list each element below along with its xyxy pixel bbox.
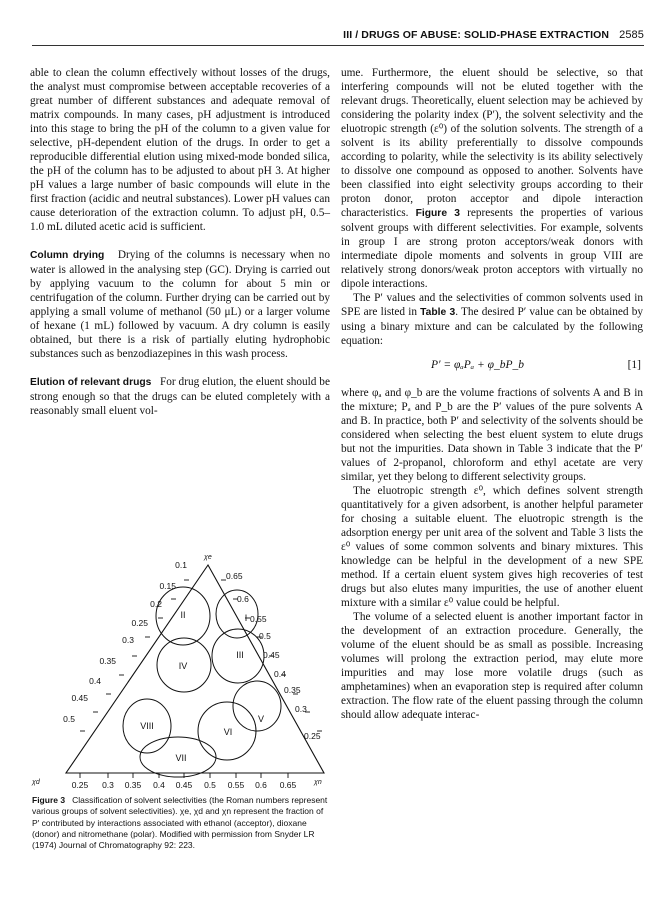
eluent-selectivity-paragraph [341, 66, 643, 291]
apex-label-chi-e: χe [204, 554, 212, 561]
right-para2-tail: . The desired P′ value can be obtained by using a binary mixture and can be calculated by the following equation: [341, 306, 643, 347]
right-tick-label: 0.45 [263, 650, 280, 660]
bottom-tick-label: 0.4 [153, 780, 165, 790]
group-label-IV: IV [178, 661, 188, 671]
column-drying-text: Drying of the columns is necessary when no water is allowed in the analysing step (GC). Drying is carried out by applying vacuum to the column for about 5 min or centrifugation of the column. Further drying can be carried out by applying a small volume of methanol (50 μL) or a larger volume of hexane (1 mL) followed by vacuum. A dry column is easily obtained, but there is a risk of partially eluting hydrophobic substances such as benzodiazepines in this wash process. [30, 249, 330, 360]
figure-caption-text: Classification of solvent selectivities (the Roman numbers represent various groups of solvent selectivities). χe, χd and χn represent the fraction of P′ contributed by interactions associated with ethanol (acceptor), dioxane (donor) and nitromethane (polar). Modified with permission from Snyder LR (1974) Journal of Chromatography 92: 223. [32, 795, 328, 851]
group-label-V: V [257, 714, 265, 724]
group-label-VI: VI [223, 727, 233, 737]
left-tick-label: 0.2 [150, 599, 162, 609]
left-tick-labels [63, 560, 187, 724]
bottom-tick-label: 0.3 [102, 780, 114, 790]
column-drying-heading: Column drying [30, 250, 105, 261]
eluotropic-strength-paragraph: The eluotropic strength ε⁰, which defines solvent strength quantitatively for a given adsorbent, is another helpful parameter for chosing a suitable eluent. The eluotropic strength is the adsorption energy per unit area of the solvent and Table 3 lists the ε⁰ values of some common solvents and binary mixtures. This knowledge can be helpful in the development of a new SPE method. If a certain eluent system gives high recoveries of test drugs but also elutes many impurities, the use of another eluent mixture with a similar ε⁰ value could be helpful. [341, 485, 643, 609]
running-title-text: III / DRUGS OF ABUSE: SOLID-PHASE EXTRACTION [343, 29, 610, 41]
polarity-index-paragraph [341, 291, 643, 348]
column-drying-paragraph [30, 248, 330, 361]
paragraph-gap [30, 361, 330, 375]
left-tick-label: 0.5 [63, 714, 75, 724]
equation-number: [1] [627, 359, 641, 371]
group-label-II: II [180, 610, 186, 620]
volume-fraction-paragraph: where φₐ and φ_b are the volume fractions of solvents A and B in the mixture; Pₐ and P_b are the P′ values of the pure solvents A and B. In practice, both P′ and selectivity of the solvents should be considered when selecting the best eluent system to elute drugs but not the impurities. Data shown in Table 3 indicate that the P′ values of 2-propanol, chloroform and ethyl acetate are very similar, yet they belong to different selectivity groups. [341, 387, 643, 483]
left-edge-ticks [80, 580, 189, 731]
bottom-tick-label: 0.5 [204, 780, 216, 790]
bottom-tick-label: 0.45 [175, 780, 193, 790]
bottom-tick-label: 0.25 [71, 780, 89, 790]
left-tick-label: 0.25 [131, 618, 148, 628]
right-tick-label: 0.3 [295, 704, 307, 714]
group-label-III: III [236, 650, 244, 660]
figure-caption-label: Figure 3 [32, 795, 66, 805]
intro-paragraph: able to clean the column effectively without losses of the drugs, the analyst must compromise between acceptable recoveries of a great number of different substances and adequate removal of matrix compounds. In many cases, pH adjustment is introduced into this stage to bring the pH of the column to a given value for selective, pH-dependent elution of the drugs. In order to get a reproducible differential elution using mixed-mode bonded silica, the pH of the column has to be adjusted to about pH 3. At higher pH values a large number of basic compounds will elute in the first fraction (acidic and neutral substances). Lower pH values can cause deterioration of the extraction column. To adjust pH, 0.5–1.0 mL diluted acetic acid is sufficient. [30, 67, 330, 233]
elution-paragraph [30, 375, 330, 418]
right-para2-text: The P′ values and the selectivities of common solvents used in SPE are listed in [341, 292, 643, 318]
bottom-tick-label: 0.35 [124, 780, 142, 790]
elution-heading: Elution of relevant drugs [30, 377, 152, 388]
eluent-volume-paragraph: The volume of a selected eluent is another important factor in the development of an extraction procedure. Generally, the volume of the eluent should be as small as possible. Increasing volumes will prolong the extraction period, may elute more impurities and may lose more volatile drugs (such as amphetamines) when an evaporation step is required after column extraction. The flow rate of the eluent passing through the column should allow adequate interac- [341, 611, 643, 721]
left-tick-label: 0.45 [71, 693, 88, 703]
figure-3-diagram [28, 554, 334, 790]
elution-text: For drug elution, the eluent should be strong enough so that the drugs can be eluted completely with a reasonably small eluent vol- [30, 376, 330, 417]
right-para1-text: ume. Furthermore, the eluent should be selective, so that interfering compounds will not be eluted together with the relevant drugs. Theoretically, eluent selection may be achieved by considering the polarity index (P′), the solvent selectivity and the eluotropic strength (ε⁰) of the solution solvents. The strength of a solvent is its ability preferentially to dissolve compounds according to polarity, while the selectivity is its ability selectively to dissolve one compound as opposed to another. Solvents have been classified into eight selectivity groups according to their proton donor, proton acceptor and dipole interaction characteristics. [341, 67, 643, 219]
equation-1 [341, 354, 643, 380]
table-3-reference: Table 3 [420, 307, 456, 318]
group-label-VIII: VIII [140, 721, 154, 731]
right-tick-label: 0.5 [259, 631, 271, 641]
right-para1-tail: represents the properties of various solvent groups with different selectivities. For example, solvents in group I are strong proton acceptors/weak donors with intermediate dipole moments and solvents in group VIII are relatively strong donors/weak proton acceptors with virtually no dipole interactions. [341, 207, 644, 290]
header-rule [32, 45, 644, 46]
left-column [30, 66, 330, 418]
left-tick-label: 0.3 [122, 635, 134, 645]
ternary-selectivity-triangle [28, 554, 334, 790]
figure-3-reference: Figure 3 [415, 208, 460, 219]
corner-label-chi-d: χd [32, 779, 40, 786]
figure-caption [32, 795, 332, 851]
left-tick-label: 0.4 [89, 676, 101, 686]
paragraph-gap [30, 234, 330, 248]
right-tick-label: 0.4 [274, 669, 286, 679]
left-tick-label: 0.15 [159, 581, 176, 591]
corner-label-chi-n: χn [314, 779, 322, 786]
bottom-tick-label: 0.65 [279, 780, 297, 790]
page-number: 2585 [619, 29, 644, 41]
running-title [343, 29, 644, 41]
right-column [341, 66, 643, 722]
bottom-tick-label: 0.6 [255, 780, 267, 790]
bottom-tick-label: 0.55 [227, 780, 245, 790]
left-tick-label: 0.35 [99, 656, 116, 666]
right-tick-label: 0.55 [250, 614, 267, 624]
right-tick-label: 0.65 [226, 571, 243, 581]
running-header [32, 28, 644, 50]
right-tick-label: 0.6 [237, 594, 249, 604]
right-tick-label: 0.35 [284, 685, 301, 695]
left-tick-label: 0.1 [175, 560, 187, 570]
right-tick-label: 0.25 [304, 731, 321, 741]
group-label-I: I [244, 613, 248, 623]
bottom-tick-labels [72, 780, 297, 790]
group-label-VII: VII [175, 753, 187, 763]
equation-expression: P′ = φₐPₐ + φ_bP_b [431, 359, 525, 371]
